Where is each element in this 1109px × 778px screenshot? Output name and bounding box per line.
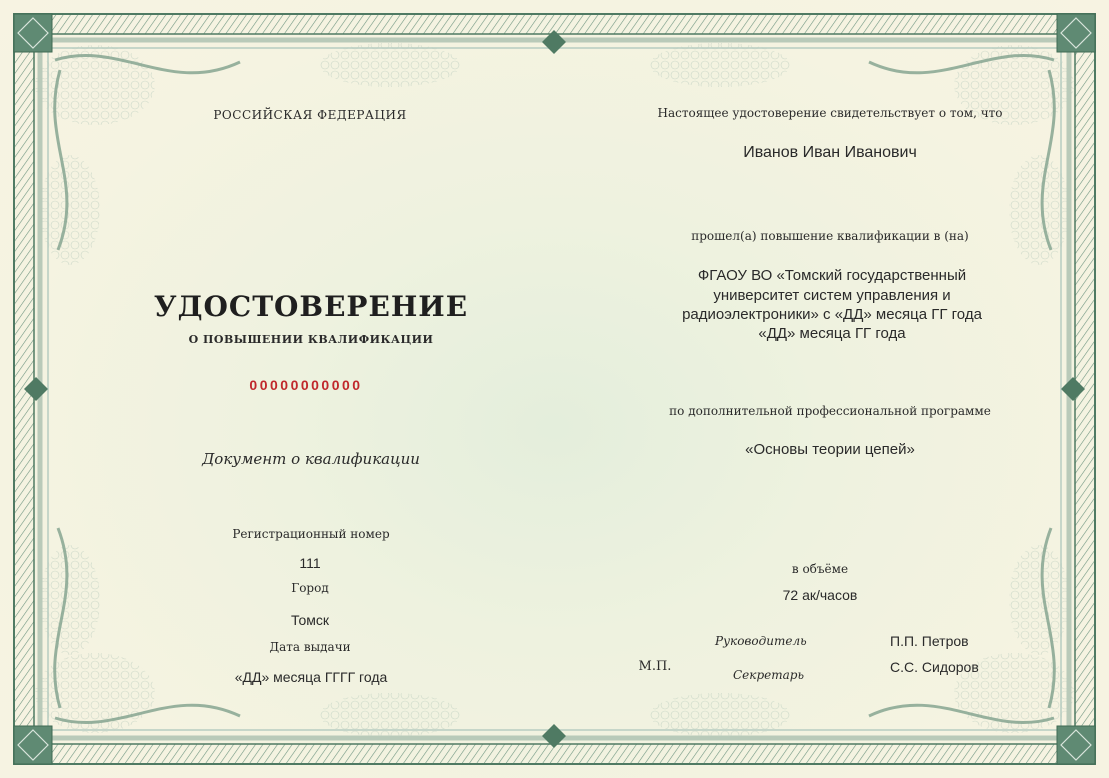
volume-label: в объёме — [791, 562, 849, 576]
volume-value: 72 ак/часов — [782, 587, 858, 603]
country-heading: РОССИЙСКАЯ ФЕДЕРАЦИЯ — [213, 108, 407, 122]
passed-text: прошел(а) повышение квалификации в (на) — [691, 229, 969, 243]
issue-date-value: «ДД» месяца ГГГГ года — [234, 669, 388, 685]
program-label: по дополнительной профессиональной программе — [669, 404, 991, 418]
document-type: Документ о квалификации — [202, 450, 420, 468]
secretary-name: С.С. Сидоров — [890, 659, 979, 675]
serial-number: 00000000000 — [249, 377, 363, 393]
document-subtitle: О ПОВЫШЕНИИ КВАЛИФИКАЦИИ — [188, 333, 434, 346]
organization-line-4: «ДД» месяца ГГ года — [758, 325, 906, 342]
document-title: УДОСТОВЕРЕНИЕ — [153, 290, 469, 323]
organization-line-1: ФГАОУ ВО «Томский государственный — [697, 267, 967, 284]
intro-text: Настоящее удостоверение свидетельствует о том, что — [657, 106, 1003, 120]
seal-mark: М.П. — [638, 659, 672, 674]
issue-date-label: Дата выдачи — [269, 640, 351, 654]
secretary-label: Секретарь — [733, 668, 804, 682]
head-label: Руководитель — [715, 634, 807, 648]
program-name: «Основы теории цепей» — [745, 441, 915, 458]
city-value: Томск — [291, 612, 329, 628]
head-name: П.П. Петров — [890, 633, 969, 649]
organization-line-2: университет систем управления и — [713, 287, 951, 304]
registration-number: 111 — [299, 555, 321, 571]
organization-line-3: радиоэлектроники» с «ДД» месяца ГГ года — [682, 306, 982, 323]
holder-name: Иванов Иван Иванович — [743, 144, 917, 161]
city-label: Город — [291, 581, 329, 595]
registration-label: Регистрационный номер — [232, 527, 390, 541]
